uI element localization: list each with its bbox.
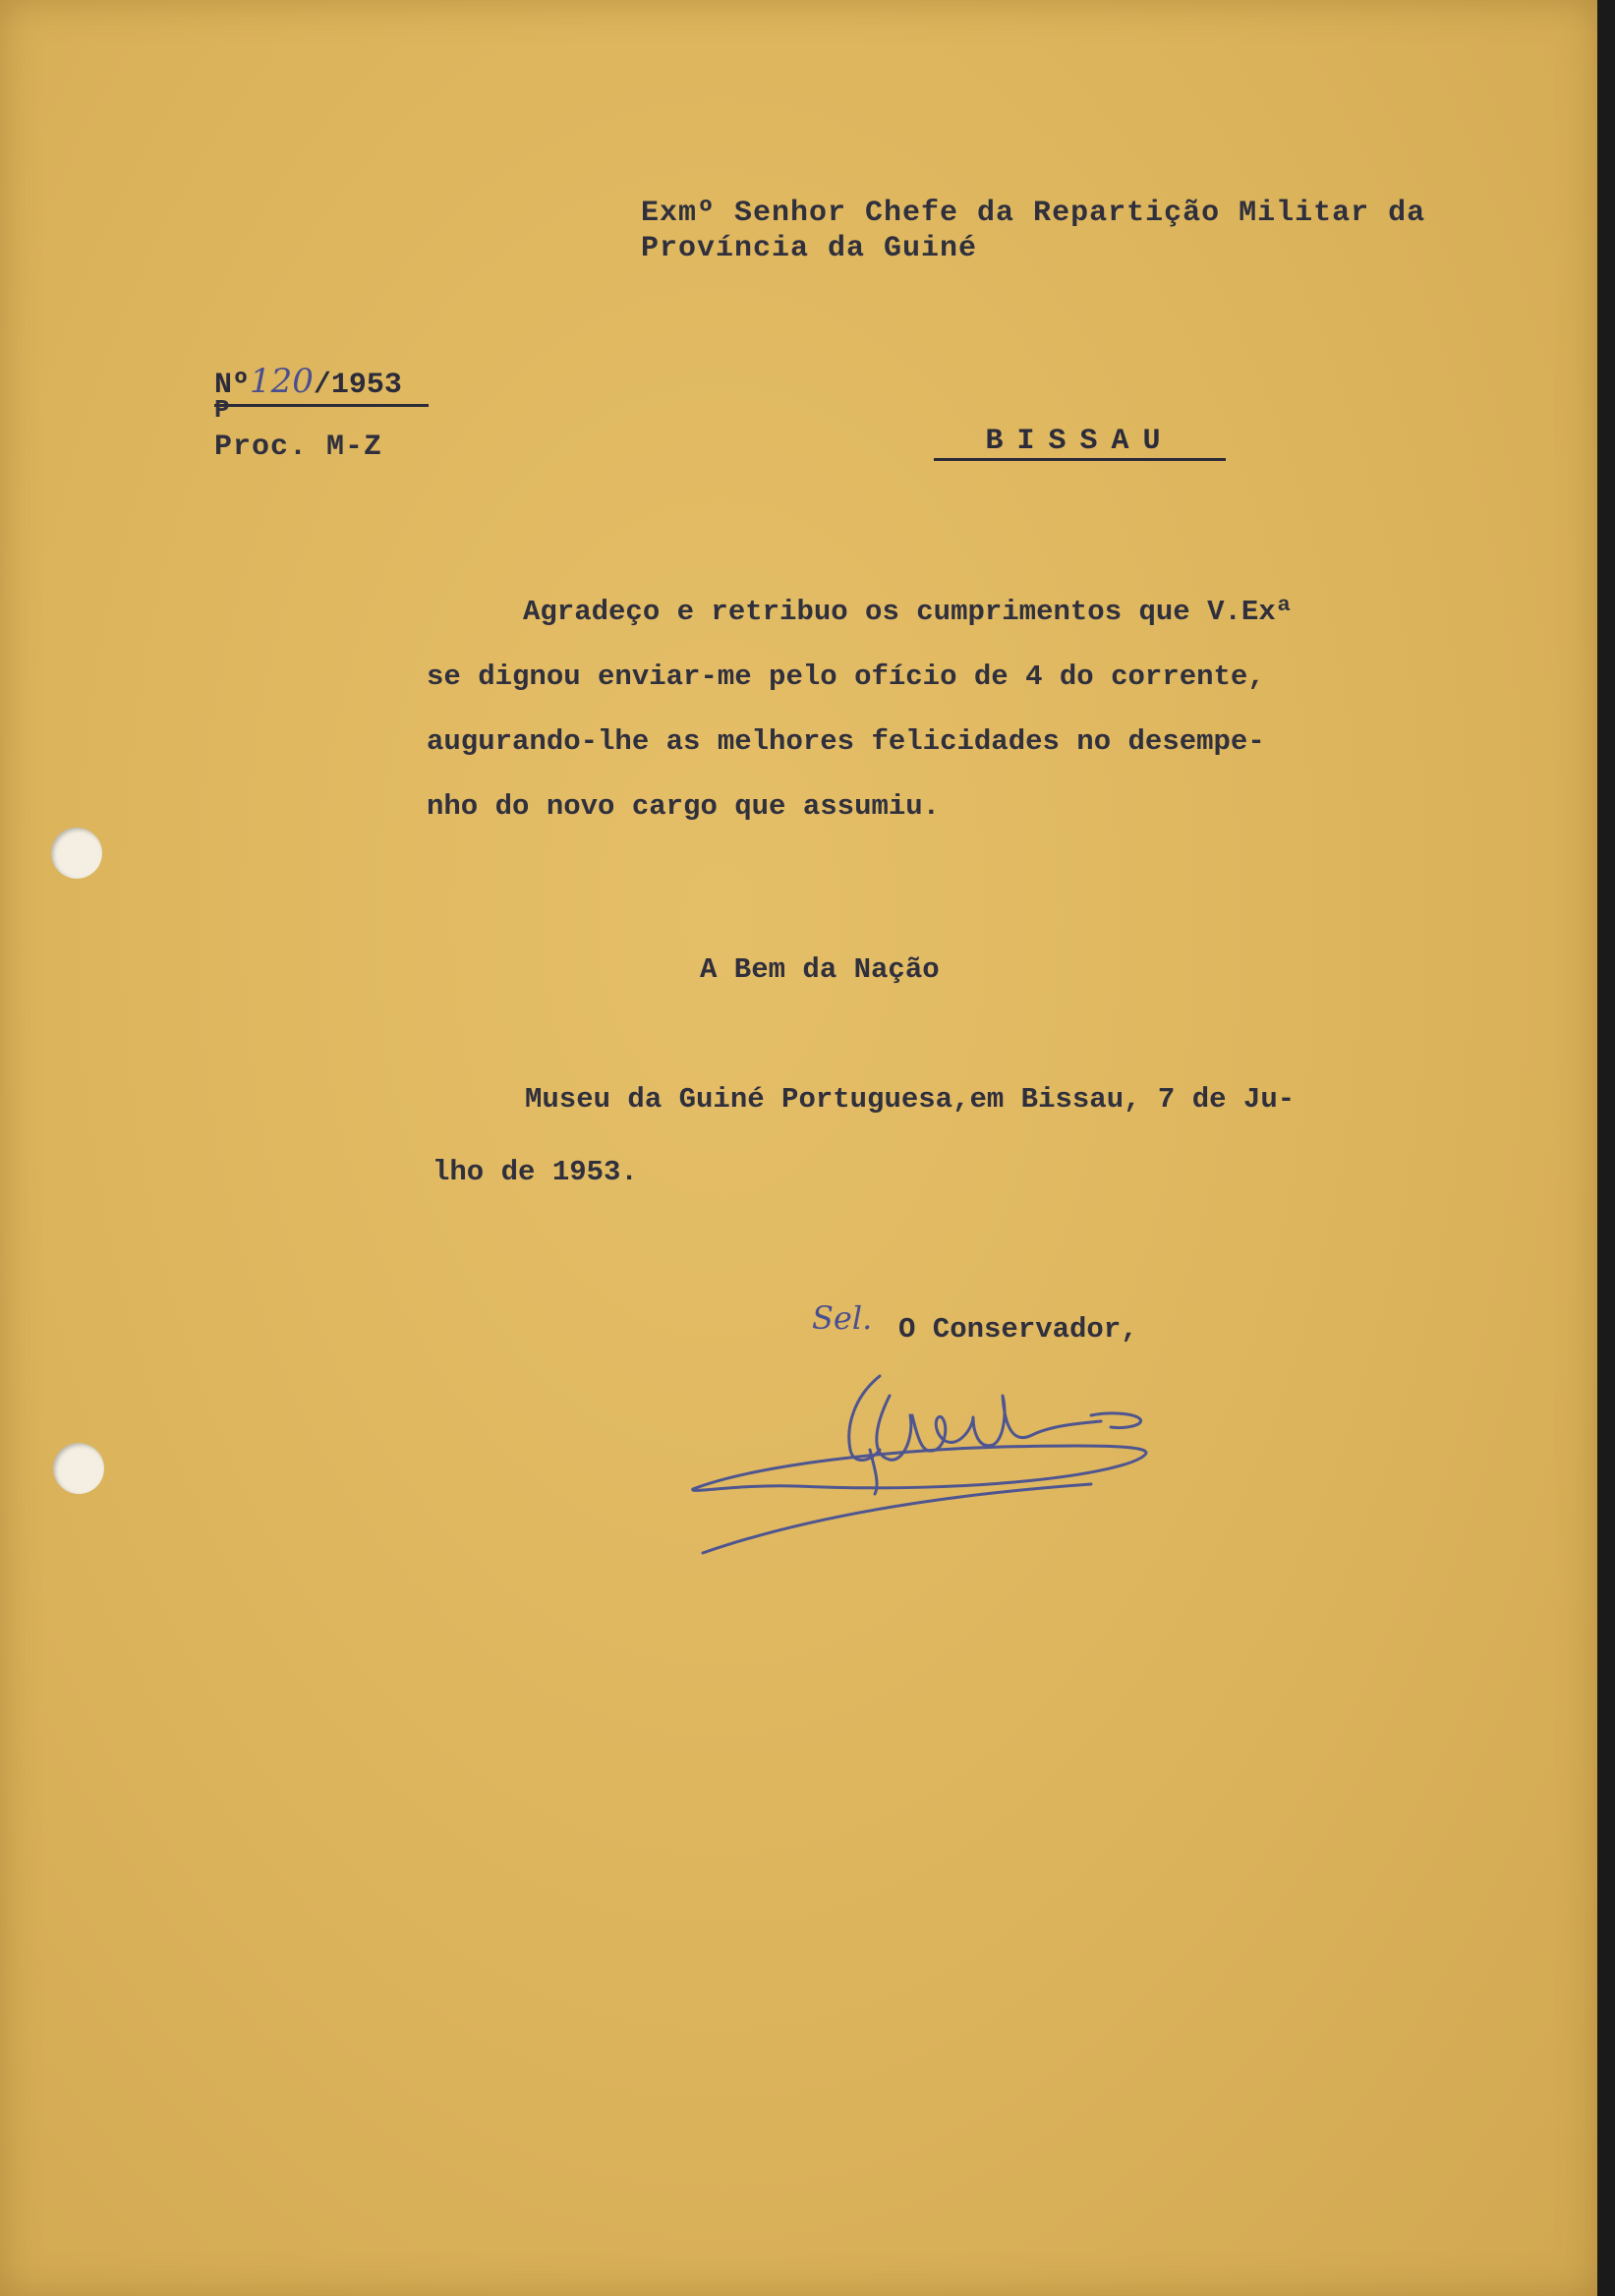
punch-hole-bottom <box>53 1443 104 1494</box>
addressee-line-1: Exmº Senhor Chefe da Repartição Militar da <box>641 197 1426 230</box>
date-line-2: lho de 1953. <box>433 1156 638 1188</box>
signatory-title: O Conservador, <box>898 1313 1138 1346</box>
body-line-4: nho do novo cargo que assumiu. <box>427 790 941 823</box>
process-code: Proc. M-Z <box>214 430 383 464</box>
body-line-2: se dignou enviar-me pelo ofício de 4 do corrente, <box>427 660 1265 693</box>
handwritten-initials: Sel. <box>812 1299 873 1337</box>
reference-sub: P <box>214 395 231 425</box>
reference-year: /1953 <box>313 369 402 402</box>
handwritten-signature <box>678 1356 1268 1573</box>
reference-handwritten-number: 120 <box>250 362 314 401</box>
punch-hole-top <box>51 828 102 879</box>
reference-number <box>214 362 429 407</box>
addressee-line-2: Província da Guiné <box>641 232 978 265</box>
reference-prefix: Nº <box>214 369 251 402</box>
place-heading: BISSAU <box>934 425 1226 461</box>
body-line-1: Agradeço e retribuo os cumprimentos que V.Exª <box>523 596 1294 628</box>
salutation: A Bem da Nação <box>700 953 940 986</box>
date-line-1: Museu da Guiné Portuguesa,em Bissau, 7 de Ju- <box>525 1083 1296 1116</box>
body-line-3: augurando-lhe as melhores felicidades no desempe- <box>427 725 1265 758</box>
